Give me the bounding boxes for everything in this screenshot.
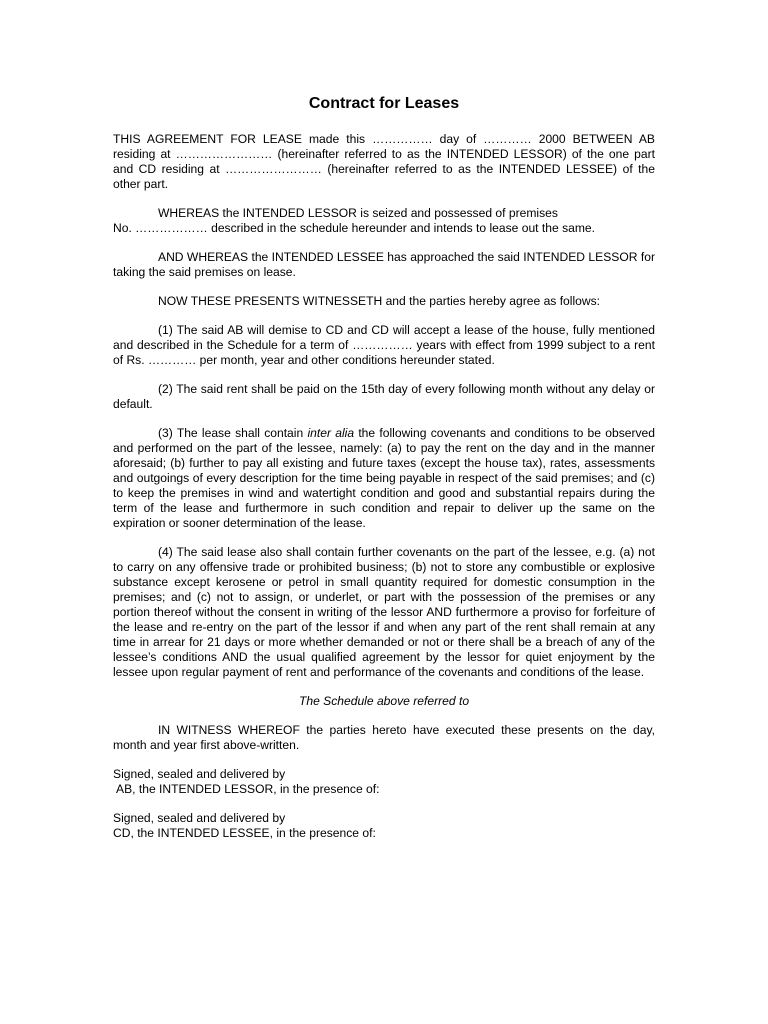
signature-lessee-line-2: CD, the INTENDED LESSEE, in the presence of:	[113, 826, 376, 840]
document-page	[113, 94, 655, 855]
signature-block-lessor	[113, 767, 655, 797]
whereas-lessor-paragraph	[113, 206, 655, 236]
signature-lessor-line-1: Signed, sealed and delivered by	[113, 767, 286, 781]
whereas-lessee-paragraph: AND WHEREAS the INTENDED LESSEE has approached the said INTENDED LESSOR for taking the said premises on lease.	[113, 250, 655, 279]
witnesseth-paragraph: NOW THESE PRESENTS WITNESSETH and the parties hereby agree as follows:	[158, 294, 601, 308]
whereas-lessor-line-2: No. ……………… described in the schedule hereunder and intends to lease out the same.	[113, 221, 596, 235]
clause-3-italic-term: inter alia	[307, 426, 355, 440]
clause-3-text-end: the following covenants and conditions to be observed and performed on the part of the lessee, namely: (a) to pay the rent on the day and in the manner aforesaid; (b) further to pay all existing and future taxes (except the house tax), rates, assessments and outgoings of every description for the time being payable in respect of the said premises; and (c) to keep the premises in wind and watertight condition and good and substantial repairs during the term of the lease and furthermore in such condition and repair to deliver up the same on the expiration or sooner determination of the lease.	[113, 426, 656, 530]
signature-lessee-line-1: Signed, sealed and delivered by	[113, 811, 286, 825]
clause-1: (1) The said AB will demise to CD and CD will accept a lease of the house, fully mentioned and described in the Schedule for a term of …………… years with effect from 1999 subject to a rent of Rs. ………… per month, year and other conditions hereunder stated.	[113, 323, 655, 367]
clause-3	[113, 426, 655, 531]
clause-3-text-start: (3) The lease shall contain	[158, 426, 308, 440]
clause-2: (2) The said rent shall be paid on the 15th day of every following month without any delay or default.	[113, 382, 655, 411]
in-witness-paragraph: IN WITNESS WHEREOF the parties hereto have executed these presents on the day, month and year first above-written.	[113, 723, 655, 752]
document-title: Contract for Leases	[308, 95, 460, 112]
schedule-heading: The Schedule above referred to	[298, 694, 470, 708]
whereas-lessor-line-1: WHEREAS the INTENDED LESSOR is seized and possessed of premises	[158, 206, 558, 220]
clause-4: (4) The said lease also shall contain further covenants on the part of the lessee, e.g. (a) not to carry on any offensive trade or prohibited business; (b) not to store any combustible or explosive substance except kerosene or petrol in small quantity required for domestic consumption in the premises; and (c) not to assign, or underlet, or part with the possession of the premises or any portion thereof without the consent in writing of the lessor AND furthermore a proviso for forfeiture of the lease and re-entry on the part of the lessor if and when any part of the rent shall remain at any time in arrear for 21 days or more whether demanded or not or there shall be a breach of any of the lessee’s conditions AND the usual qualified agreement by the lessor for quiet enjoyment by the lessee upon regular payment of rent and performance of the covenants and conditions of the lease.	[113, 545, 655, 679]
intro-paragraph: THIS AGREEMENT FOR LEASE made this …………… day of ………… 2000 BETWEEN AB residing at …………………… (hereinafter referred to as the INTENDED LESSOR) of the one part and CD residing at …………………… (hereinafter referred to as the INTENDED LESSEE) of the other part.	[113, 132, 655, 191]
signature-lessor-line-2: AB, the INTENDED LESSOR, in the presence of:	[116, 782, 380, 796]
signature-block-lessee	[113, 811, 655, 841]
